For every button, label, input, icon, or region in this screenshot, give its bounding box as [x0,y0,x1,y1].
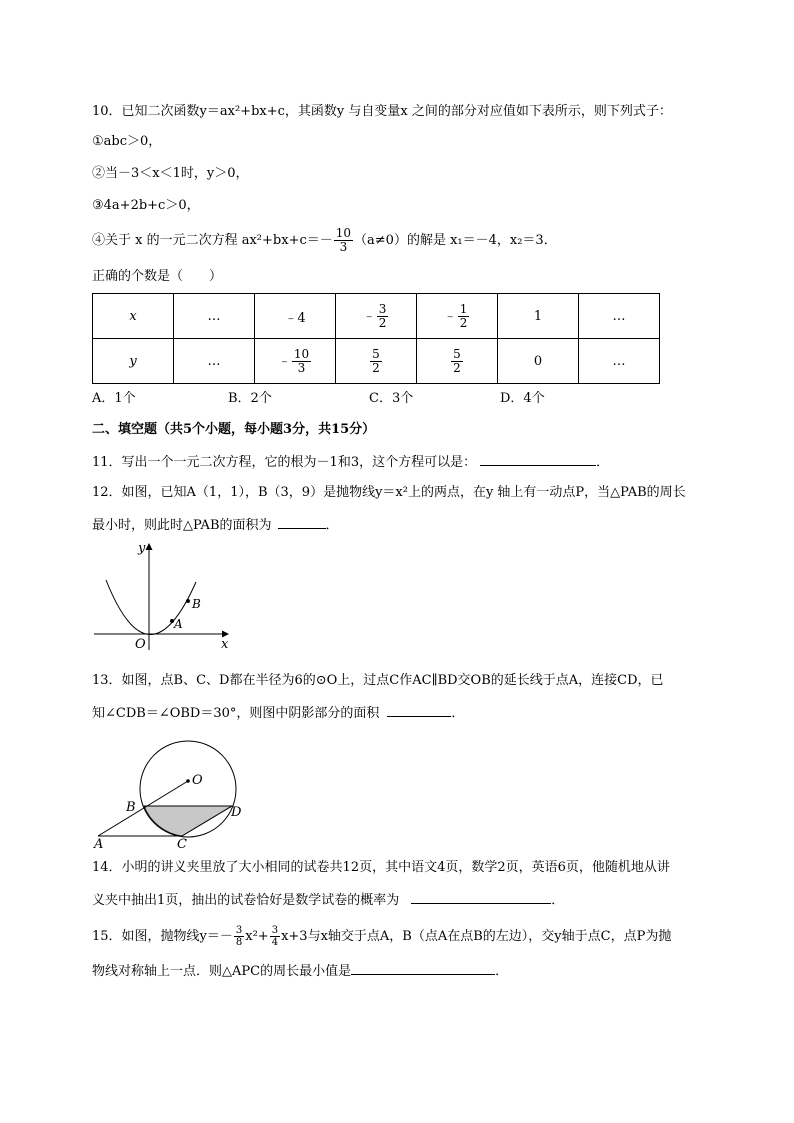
q13-circle-figure [88,736,253,850]
q10-s4-den: 3 [339,240,348,254]
q14-answer-blank[interactable] [411,891,551,904]
q12-line2 [92,516,339,535]
q10-statement-2: ②当－3＜x＜1时，y＞0， [92,166,249,181]
option-b[interactable]: B．2个 [228,391,272,406]
table-cell: ﹣4 [255,294,336,339]
table-cell: … [174,339,255,384]
table-row-y [93,339,660,384]
q15-f2-den: 4 [271,937,279,948]
den: 2 [378,315,387,330]
q12-parabola-figure [88,538,238,653]
q15-f1-den: 8 [235,937,243,948]
q13-stem: 知∠CDB＝∠OBD＝30°，则图中阴影部分的面积 [92,706,380,721]
q15-line1 [92,924,671,950]
label-o: O [135,637,146,652]
q10-statement-1: ①abc＞0， [92,134,162,149]
shaded-region [144,806,232,836]
q15-line2 [92,962,508,981]
values-table [92,293,660,384]
q13-end: ． [451,706,465,721]
table-cell: 1 [498,294,579,339]
q11-answer-blank[interactable] [480,453,596,466]
den: 2 [453,360,461,375]
label-d: D [231,805,242,820]
q15-end: ． [495,964,509,979]
table-row-x [93,294,660,339]
table-cell [336,294,417,339]
label-o: O [192,773,203,788]
q10-s4-num: 10 [335,226,352,240]
q14-line2 [92,891,564,910]
q15-answer-blank[interactable] [351,962,495,975]
q14-end: ． [551,893,565,908]
q15-mid1: x²+ [245,929,269,944]
q11-end: ． [596,455,610,470]
den: 2 [372,360,380,375]
q15-f1-num: 3 [235,925,243,936]
table-cell: … [579,339,660,384]
sign: ﹣ [277,353,291,369]
q15-pre: 15．如图，抛物线y＝－ [92,929,233,944]
label-b: B [192,597,201,611]
table-cell: … [174,294,255,339]
q15-f2-num: 3 [271,925,279,936]
num: 3 [378,301,387,316]
num: 5 [372,346,380,361]
q14-line1: 14．小明的讲义夹里放了大小相同的试卷共12页，其中语文4页，数学2页，英语6页，他随机地从讲 [92,860,670,875]
table-head-x: x [93,294,174,339]
q12-answer-blank[interactable] [278,516,326,529]
center-dot [186,779,190,783]
q10-statement-3: ③4a+2b+c＞0， [92,198,200,213]
table-cell: … [579,294,660,339]
table-cell [336,339,417,384]
table-cell [255,339,336,384]
q11-text [92,453,609,472]
q10-statement-4 [92,227,557,254]
q12-stem: 最小时，则此时△PAB的面积为 [92,518,272,533]
label-a: A [94,837,104,850]
q10-s4-pre: ④关于 x 的一元二次方程 ax²+bx+c＝－ [92,233,333,248]
num: 5 [453,346,461,361]
table-cell [417,339,498,384]
label-c: C [177,837,187,850]
num: 10 [293,346,310,361]
q10-s4-fraction [334,227,353,254]
q13-answer-blank[interactable] [387,704,451,717]
section-title: 二、填空题（共5个小题，每小题3分，共15分） [92,422,376,437]
q14-stem: 义夹中抽出1页，抽出的试卷恰好是数学试卷的概率为 [92,893,400,908]
label-y: y [138,541,146,556]
sign: ﹣ [362,308,376,324]
option-a[interactable]: A．1个 [92,391,136,406]
q13-line1: 13．如图，点B、C、D都在半径为6的⊙O上，过点C作AC∥BD交OB的延长线于点A，连接CD，已 [92,673,664,688]
table-head-y: y [93,339,174,384]
sign: ﹣ [443,308,457,324]
label-a: A [174,617,183,631]
q11-stem: 11．写出一个一元二次方程，它的根为－1和3，这个方程可以是： [92,455,477,470]
q13-line2 [92,704,464,723]
label-x: x [221,637,229,652]
q15-stem: 物线对称轴上一点．则△APC的周长最小值是 [92,964,352,979]
q12-line1: 12．如图，已知A（1，1），B（3，9）是抛物线y＝x²上的两点，在y 轴上有一动点P，当△PAB的周长 [92,485,686,500]
table-cell [417,294,498,339]
q10-s4-post: （a≠0）的解是 x₁＝－4，x₂＝3． [354,233,557,248]
option-c[interactable]: C．3个 [369,391,414,406]
table-cell: 0 [498,339,579,384]
label-b: B [126,800,136,815]
q10-stem: 10．已知二次函数y＝ax²+bx+c，其函数y 与自变量x 之间的部分对应值如下表所示，则下列式子： [92,104,672,119]
q15-mid2: x+3与x轴交于点A，B（点A在点B的左边），交y轴于点C，点P为抛 [281,929,672,944]
den: 2 [459,315,468,330]
point-b [186,599,190,603]
option-d[interactable]: D．4个 [500,391,545,406]
den: 3 [297,360,306,375]
num: 1 [459,301,468,316]
q10-ask: 正确的个数是（ ） [92,269,223,284]
q12-end: ． [325,518,339,533]
